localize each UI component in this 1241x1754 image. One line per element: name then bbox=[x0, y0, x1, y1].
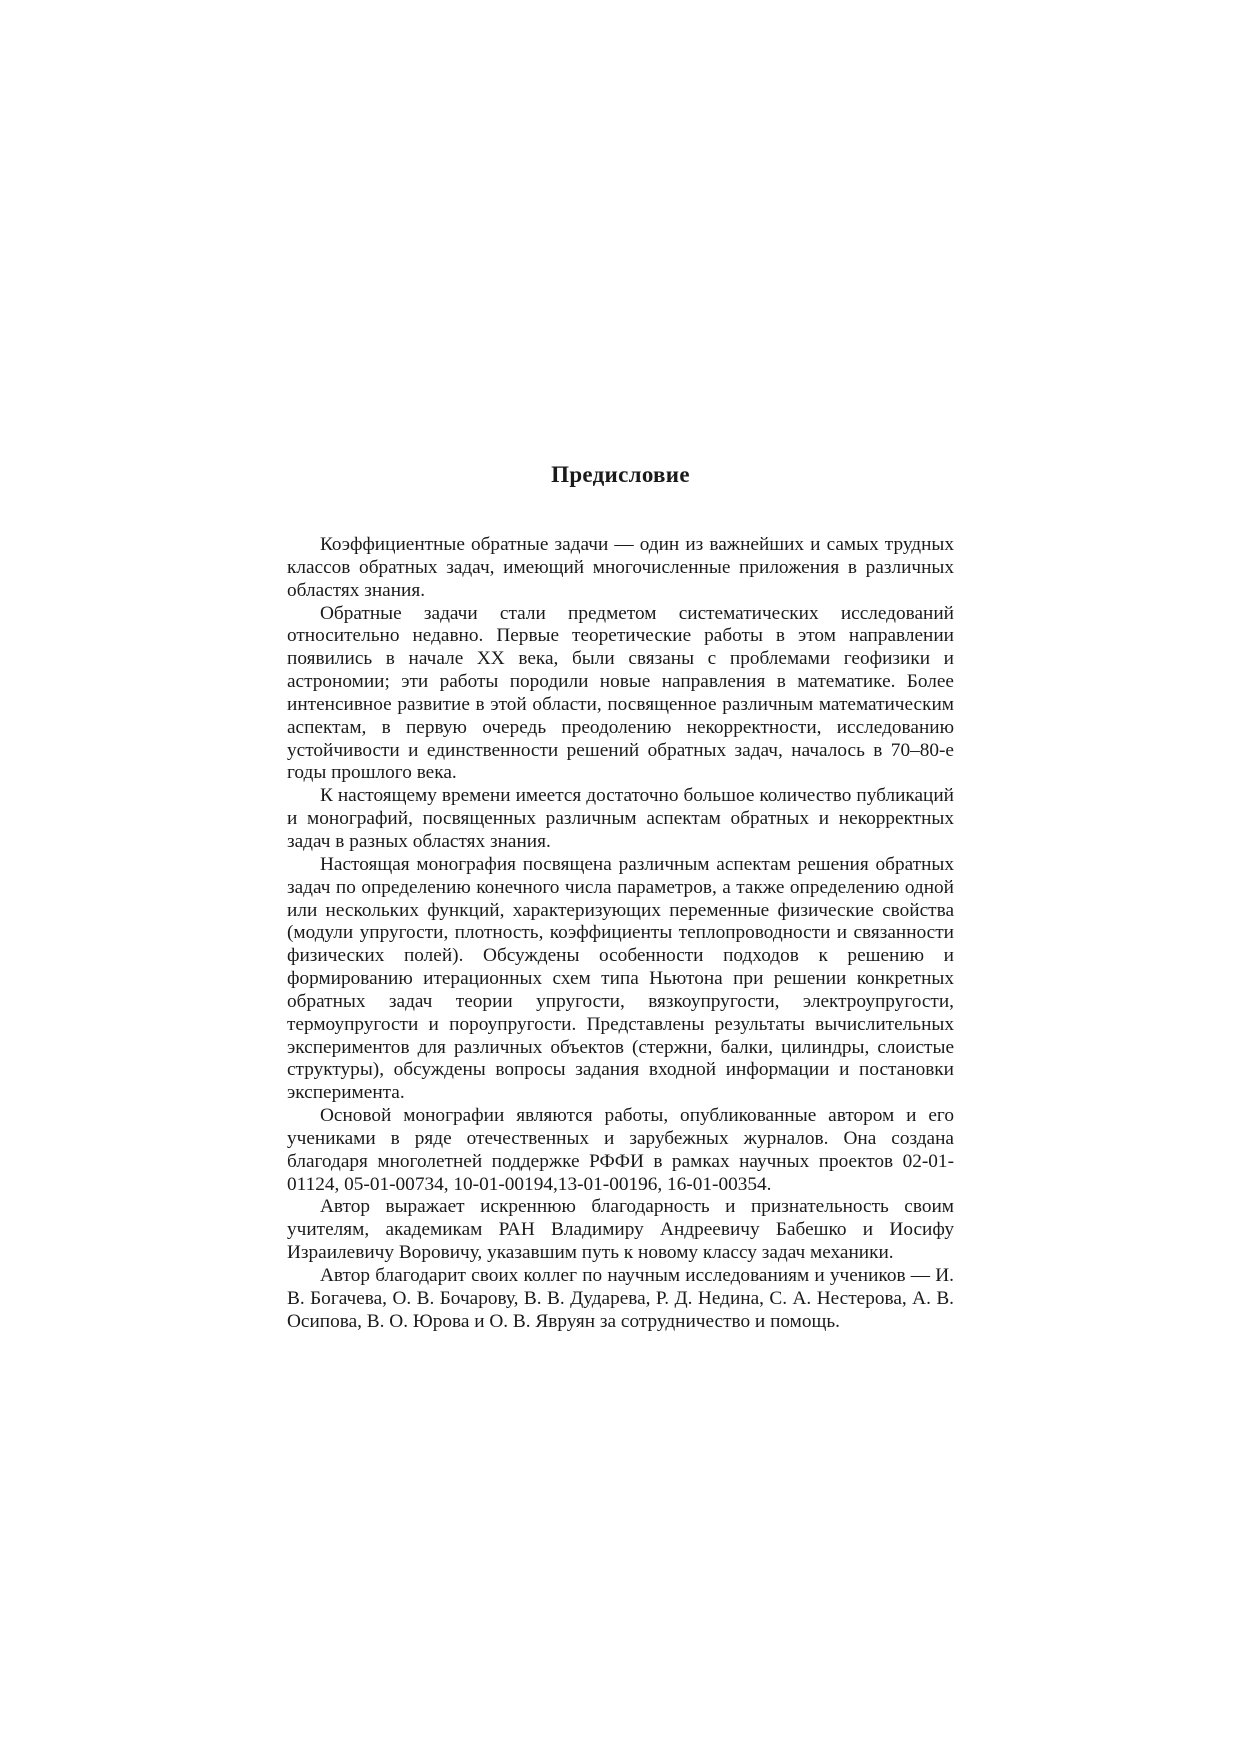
paragraph: Автор выражает искреннюю благодарность и признательность своим учителям, академикам РАН Владимиру Андреевичу Бабешко и Иосифу Израилевичу Воровичу, указавшим путь к новому классу задач механики. bbox=[287, 1196, 954, 1264]
paragraph: Автор благодарит своих коллег по научным исследованиям и учеников — И. В. Богачева, О. В. Бочарову, В. В. Дударева, Р. Д. Недина, С. А. Нестерова, А. В. Осипова, В. О. Юрова и О. В. Явруян за сотрудничество и помощь. bbox=[287, 1265, 954, 1332]
page-title: Предисловие bbox=[551, 462, 690, 487]
paragraph: Коэффициентные обратные задачи — один из важнейших и самых трудных классов обратных задач, имеющий многочисленные приложения в различных областях знания. bbox=[287, 534, 954, 601]
paragraph: К настоящему времени имеется достаточно большое количество публикаций и монографий, посвященных различным аспектам обратных и некорректных задач в разных областях знания. bbox=[287, 785, 954, 852]
paragraph: Обратные задачи стали предметом систематических исследований относительно недавно. Первые теоретические работы в этом направлении появились в начале XX века, были связаны с проблемами геофизики и астрономии; эти работы породили новые направления в математике. Более интенсивное развитие в этой области, посвященное различным математическим аспектам, в первую очередь преодолению некорректности, исследованию устойчивости и единственности решений обратных задач, началось в 70–80-е годы прошлого века. bbox=[287, 602, 954, 784]
paragraph: Основой монографии являются работы, опубликованные автором и его учениками в ряде отечественных и зарубежных журналов. Она создана благодаря многолетней поддержке РФФИ в рамках научных проектов 02-01-01124, 05-01-00734, 10-01-00194,13-01-00196, 16-01-00354. bbox=[287, 1105, 954, 1195]
paragraph: Настоящая монография посвящена различным аспектам решения обратных задач по определению конечного числа параметров, а также определению одной или нескольких функций, характеризующих переменные физические свойства (модули упругости, плотность, коэффициенты теплопроводности и связанности физических полей). Обсуждены особенности подходов к решению и формированию итерационных схем типа Ньютона при решении конкретных обратных задач теории упругости, вязкоупругости, электроупругости, термоупругости и пороупругости. Представлены результаты вычислительных экспериментов для различных объектов (стержни, балки, цилиндры, слоистые структуры), обсуждены вопросы задания входной информации и постановки эксперимента. bbox=[287, 853, 954, 1104]
preface-body bbox=[287, 534, 954, 1334]
